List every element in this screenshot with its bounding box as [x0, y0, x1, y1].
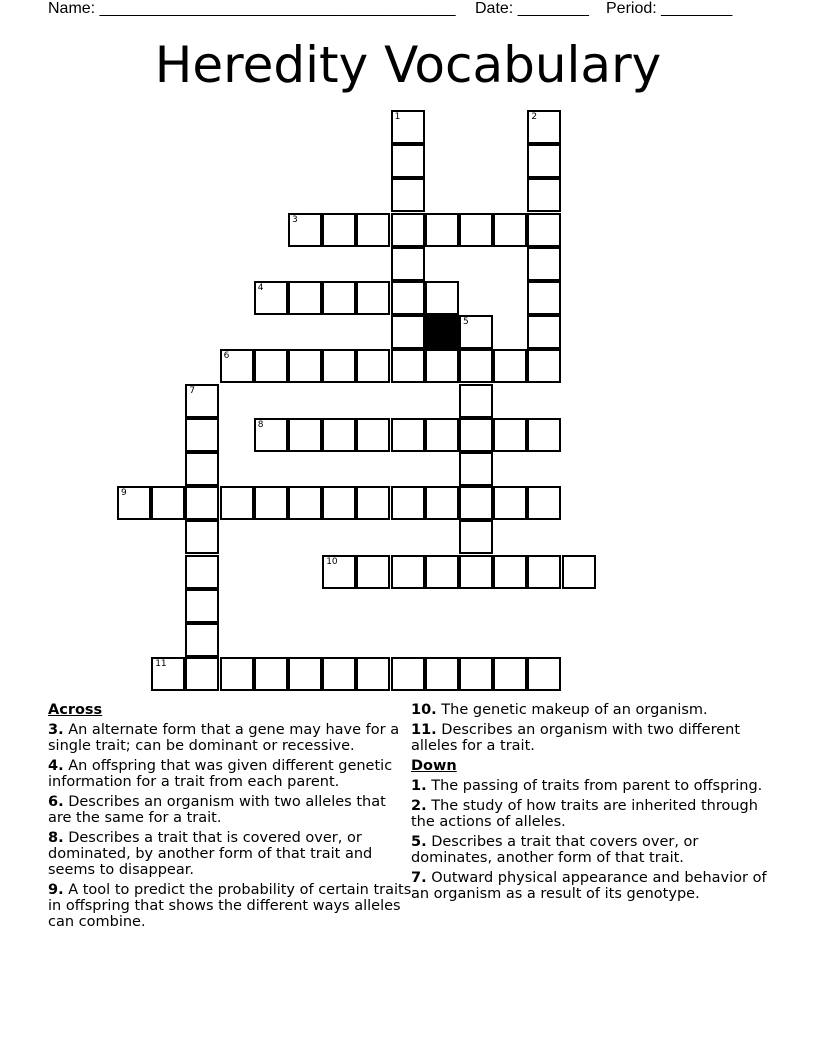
clue-number-label: 7. [411, 870, 427, 886]
grid-cell[interactable] [185, 555, 219, 589]
clue-text: The genetic makeup of an organism. [436, 702, 708, 718]
grid-cell[interactable] [459, 418, 493, 452]
grid-cell[interactable] [527, 281, 561, 315]
grid-cell[interactable] [459, 452, 493, 486]
grid-cell[interactable] [185, 589, 219, 623]
grid-cell[interactable] [527, 144, 561, 178]
clue-number: 1 [394, 112, 401, 122]
grid-cell[interactable] [288, 349, 322, 383]
name-field[interactable]: Name: ________________________________________ [48, 0, 456, 17]
down-clue [411, 870, 776, 902]
grid-cell[interactable] [288, 213, 322, 247]
across-heading: Across [48, 702, 103, 718]
grid-cell[interactable] [322, 657, 356, 691]
period-field[interactable]: Period: ________ [606, 0, 733, 17]
clue-text: Describes a trait that is covered over, or dominated, by another form of that trait and seems to disappear. [48, 830, 373, 878]
grid-cell[interactable] [288, 281, 322, 315]
grid-cell[interactable] [391, 178, 425, 212]
grid-cell[interactable] [493, 349, 527, 383]
clue-number-label: 2. [411, 798, 427, 814]
clues-column-left [48, 702, 413, 934]
date-field[interactable]: Date: ________ [475, 0, 589, 17]
grid-cell[interactable] [391, 213, 425, 247]
grid-cell[interactable] [425, 213, 459, 247]
grid-cell[interactable] [391, 281, 425, 315]
grid-cell[interactable] [288, 486, 322, 520]
across-clue [48, 794, 413, 826]
grid-cell[interactable] [151, 657, 185, 691]
grid-cell[interactable] [288, 418, 322, 452]
clue-number: 9 [121, 488, 127, 499]
grid-cell[interactable] [459, 520, 493, 554]
clue-number: 6 [223, 351, 230, 362]
grid-cell[interactable] [527, 349, 561, 383]
grid-cell[interactable] [527, 178, 561, 212]
clue-number: 8 [257, 419, 264, 430]
grid-cell[interactable] [356, 486, 390, 520]
grid-cell[interactable] [493, 555, 527, 589]
grid-cell[interactable] [493, 486, 527, 520]
grid-cell[interactable] [391, 555, 425, 589]
grid-cell[interactable] [254, 281, 288, 315]
grid-cell[interactable] [117, 486, 151, 520]
grid-cell[interactable] [493, 657, 527, 691]
clue-text: Describes an organism with two different alleles for a trait. [411, 722, 741, 754]
grid-cell[interactable] [425, 657, 459, 691]
grid-cell[interactable] [493, 418, 527, 452]
grid-cell[interactable] [391, 247, 425, 281]
across-clue [411, 702, 776, 718]
across-clue [48, 830, 413, 878]
clue-number-label: 4. [48, 758, 64, 774]
grid-cell[interactable] [220, 349, 254, 383]
clue-number: 5 [463, 317, 469, 328]
grid-cell[interactable] [527, 486, 561, 520]
grid-cell[interactable] [185, 623, 219, 657]
grid-cell[interactable] [459, 657, 493, 691]
grid-cell[interactable] [254, 349, 288, 383]
across-clue [48, 758, 413, 790]
grid-cell[interactable] [254, 657, 288, 691]
clue-number: 7 [189, 385, 196, 396]
down-clue [411, 778, 776, 794]
grid-cell[interactable] [527, 247, 561, 281]
grid-cell[interactable] [185, 520, 219, 554]
grid-cell[interactable] [254, 418, 288, 452]
grid-cell[interactable] [322, 555, 356, 589]
across-clue [48, 722, 413, 754]
down-clue [411, 798, 776, 830]
clue-text: Describes an organism with two alleles that are the same for a trait. [48, 794, 386, 826]
grid-cell[interactable] [185, 452, 219, 486]
grid-cell[interactable] [322, 418, 356, 452]
grid-cell[interactable] [220, 657, 254, 691]
grid-cell[interactable] [356, 657, 390, 691]
grid-cell[interactable] [391, 315, 425, 349]
grid-cell[interactable] [493, 213, 527, 247]
clues-column-right [411, 702, 776, 906]
clue-number-label: 8. [48, 830, 64, 846]
clue-number-label: 6. [48, 794, 64, 810]
grid-cell[interactable] [322, 213, 356, 247]
grid-cell[interactable] [185, 657, 219, 691]
grid-cell[interactable] [425, 418, 459, 452]
clue-text: A tool to predict the probability of certain traits in offspring that shows the different ways alleles can combine. [48, 882, 412, 930]
grid-cell[interactable] [459, 315, 493, 349]
grid-cell[interactable] [151, 486, 185, 520]
grid-cell[interactable] [254, 486, 288, 520]
clue-text: The passing of traits from parent to offspring. [426, 778, 763, 794]
grid-cell[interactable] [527, 555, 561, 589]
grid-cell[interactable] [322, 349, 356, 383]
clue-number: 2 [531, 112, 538, 122]
clue-number-label: 10. [411, 702, 437, 718]
grid-cell[interactable] [425, 281, 459, 315]
grid-cell[interactable] [425, 555, 459, 589]
grid-cell[interactable] [391, 110, 425, 144]
grid-cell[interactable] [527, 110, 561, 144]
grid-cell[interactable] [391, 349, 425, 383]
grid-cell[interactable] [391, 144, 425, 178]
clue-number: 4 [257, 283, 264, 293]
clue-text: Describes a trait that covers over, or dominates, another form of that trait. [411, 834, 699, 866]
clue-number-label: 1. [411, 778, 427, 794]
grid-cell[interactable] [356, 349, 390, 383]
across-clue-list [48, 722, 413, 930]
grid-cell[interactable] [220, 486, 254, 520]
grid-cell[interactable] [185, 486, 219, 520]
clue-number: 3 [292, 214, 298, 225]
grid-cell[interactable] [527, 315, 561, 349]
grid-cell[interactable] [459, 213, 493, 247]
across-clue [411, 722, 776, 754]
down-clue-list [411, 778, 776, 902]
grid-cell[interactable] [185, 384, 219, 418]
grid-cell[interactable] [459, 555, 493, 589]
clue-text: Outward physical appearance and behavior of an organism as a result of its genotype. [411, 870, 767, 902]
grid-cell[interactable] [527, 213, 561, 247]
clue-number-label: 9. [48, 882, 64, 898]
clue-text: An alternate form that a gene may have for a single trait; can be dominant or recessive. [48, 722, 400, 754]
page-title: Heredity Vocabulary [154, 36, 662, 94]
black-cell [425, 315, 459, 349]
grid-cell[interactable] [527, 418, 561, 452]
grid-cell[interactable] [391, 486, 425, 520]
grid-cell[interactable] [459, 349, 493, 383]
clue-text: An offspring that was given different genetic information for a trait from each parent. [48, 758, 393, 790]
grid-cell[interactable] [459, 486, 493, 520]
across-clue-list-continued [411, 702, 776, 754]
grid-cell[interactable] [527, 657, 561, 691]
clue-text: The study of how traits are inherited through the actions of alleles. [411, 798, 758, 830]
grid-cell[interactable] [391, 418, 425, 452]
across-clue [48, 882, 413, 930]
grid-cell[interactable] [356, 555, 390, 589]
clue-number-label: 3. [48, 722, 64, 738]
grid-cell[interactable] [459, 384, 493, 418]
grid-cell[interactable] [356, 213, 390, 247]
grid-cell[interactable] [356, 281, 390, 315]
clue-number: 11 [155, 659, 167, 670]
down-clue [411, 834, 776, 866]
clue-number-label: 11. [411, 722, 437, 738]
grid-cell[interactable] [391, 657, 425, 691]
grid-cell[interactable] [185, 418, 219, 452]
clue-number: 10 [326, 556, 338, 567]
grid-cell[interactable] [425, 486, 459, 520]
grid-cell[interactable] [322, 281, 356, 315]
grid-cell[interactable] [356, 418, 390, 452]
grid-cell[interactable] [425, 349, 459, 383]
clue-number-label: 5. [411, 834, 427, 850]
grid-cell[interactable] [562, 555, 596, 589]
down-heading: Down [411, 758, 457, 774]
grid-cell[interactable] [322, 486, 356, 520]
grid-cell[interactable] [288, 657, 322, 691]
